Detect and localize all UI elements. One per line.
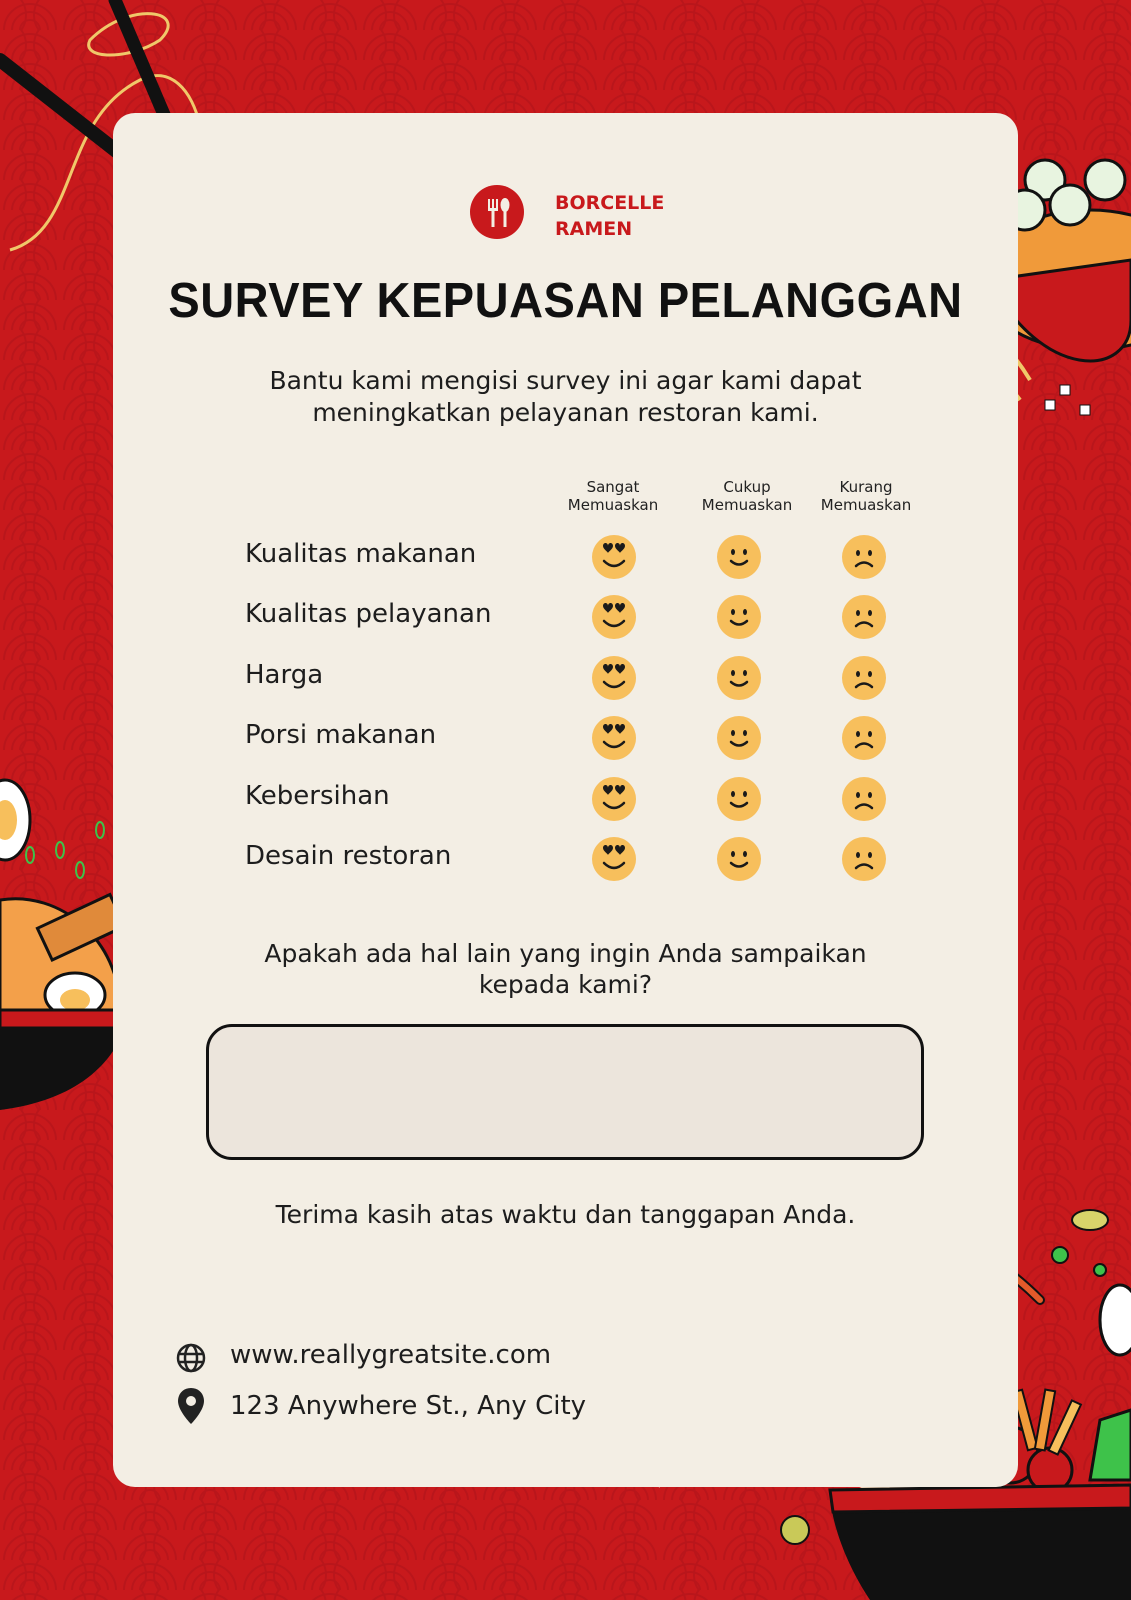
frowning-face-icon[interactable] <box>841 715 887 761</box>
heart-eyes-face-icon[interactable] <box>591 776 637 822</box>
brand-name <box>555 190 664 242</box>
smiling-face-icon[interactable] <box>716 836 762 882</box>
frowning-face-icon[interactable] <box>841 655 887 701</box>
thank-you-text: Terima kasih atas waktu dan tanggapan Anda. <box>275 1200 856 1229</box>
feedback-answer-box[interactable] <box>206 1024 924 1160</box>
question-line2: kepada kami? <box>478 970 653 999</box>
intro-text <box>213 365 918 429</box>
heart-eyes-face-icon[interactable] <box>591 655 637 701</box>
heart-eyes-face-icon[interactable] <box>591 836 637 882</box>
column-header-kurang-memuaskan <box>806 478 926 514</box>
frowning-face-icon[interactable] <box>841 534 887 580</box>
frowning-face-icon[interactable] <box>841 594 887 640</box>
smiling-face-icon[interactable] <box>716 534 762 580</box>
brand-logo <box>470 185 524 239</box>
brand-name-line1: BORCELLE <box>555 192 665 214</box>
column-header-line2: Memuaskan <box>820 496 912 514</box>
website-link[interactable]: www.reallygreatsite.com <box>230 1340 552 1370</box>
globe-icon <box>175 1340 207 1376</box>
column-header-line2: Memuaskan <box>567 496 659 514</box>
smiling-face-icon[interactable] <box>716 776 762 822</box>
question-line1: Apakah ada hal lain yang ingin Anda sampaikan <box>264 939 867 968</box>
intro-line2: meningkatkan pelayanan restoran kami. <box>312 398 819 427</box>
feedback-question <box>213 938 918 1000</box>
heart-eyes-face-icon[interactable] <box>591 594 637 640</box>
column-header-sangat-memuaskan <box>553 478 673 514</box>
smiling-face-icon[interactable] <box>716 594 762 640</box>
frowning-face-icon[interactable] <box>841 836 887 882</box>
rating-row-label: Kualitas makanan <box>245 539 477 569</box>
brand-name-line2: RAMEN <box>555 218 633 240</box>
column-header-line1: Cukup <box>723 478 771 496</box>
smiling-face-icon[interactable] <box>716 715 762 761</box>
fork-spoon-icon <box>470 185 524 239</box>
page-title: SURVEY KEPUASAN PELANGGAN <box>168 271 963 328</box>
column-header-cukup-memuaskan <box>687 478 807 514</box>
column-header-line1: Kurang <box>839 478 893 496</box>
column-header-line2: Memuaskan <box>701 496 793 514</box>
column-header-line1: Sangat <box>586 478 640 496</box>
rating-row-label: Kebersihan <box>245 781 390 811</box>
heart-eyes-face-icon[interactable] <box>591 534 637 580</box>
rating-row-label: Porsi makanan <box>245 720 437 750</box>
frowning-face-icon[interactable] <box>841 776 887 822</box>
location-pin-icon <box>175 1386 207 1426</box>
rating-row-label: Desain restoran <box>245 841 452 871</box>
intro-line1: Bantu kami mengisi survey ini agar kami dapat <box>269 366 862 395</box>
rating-row-label: Harga <box>245 660 324 690</box>
smiling-face-icon[interactable] <box>716 655 762 701</box>
rating-row-label: Kualitas pelayanan <box>245 599 492 629</box>
heart-eyes-face-icon[interactable] <box>591 715 637 761</box>
address-text: 123 Anywhere St., Any City <box>230 1391 587 1421</box>
